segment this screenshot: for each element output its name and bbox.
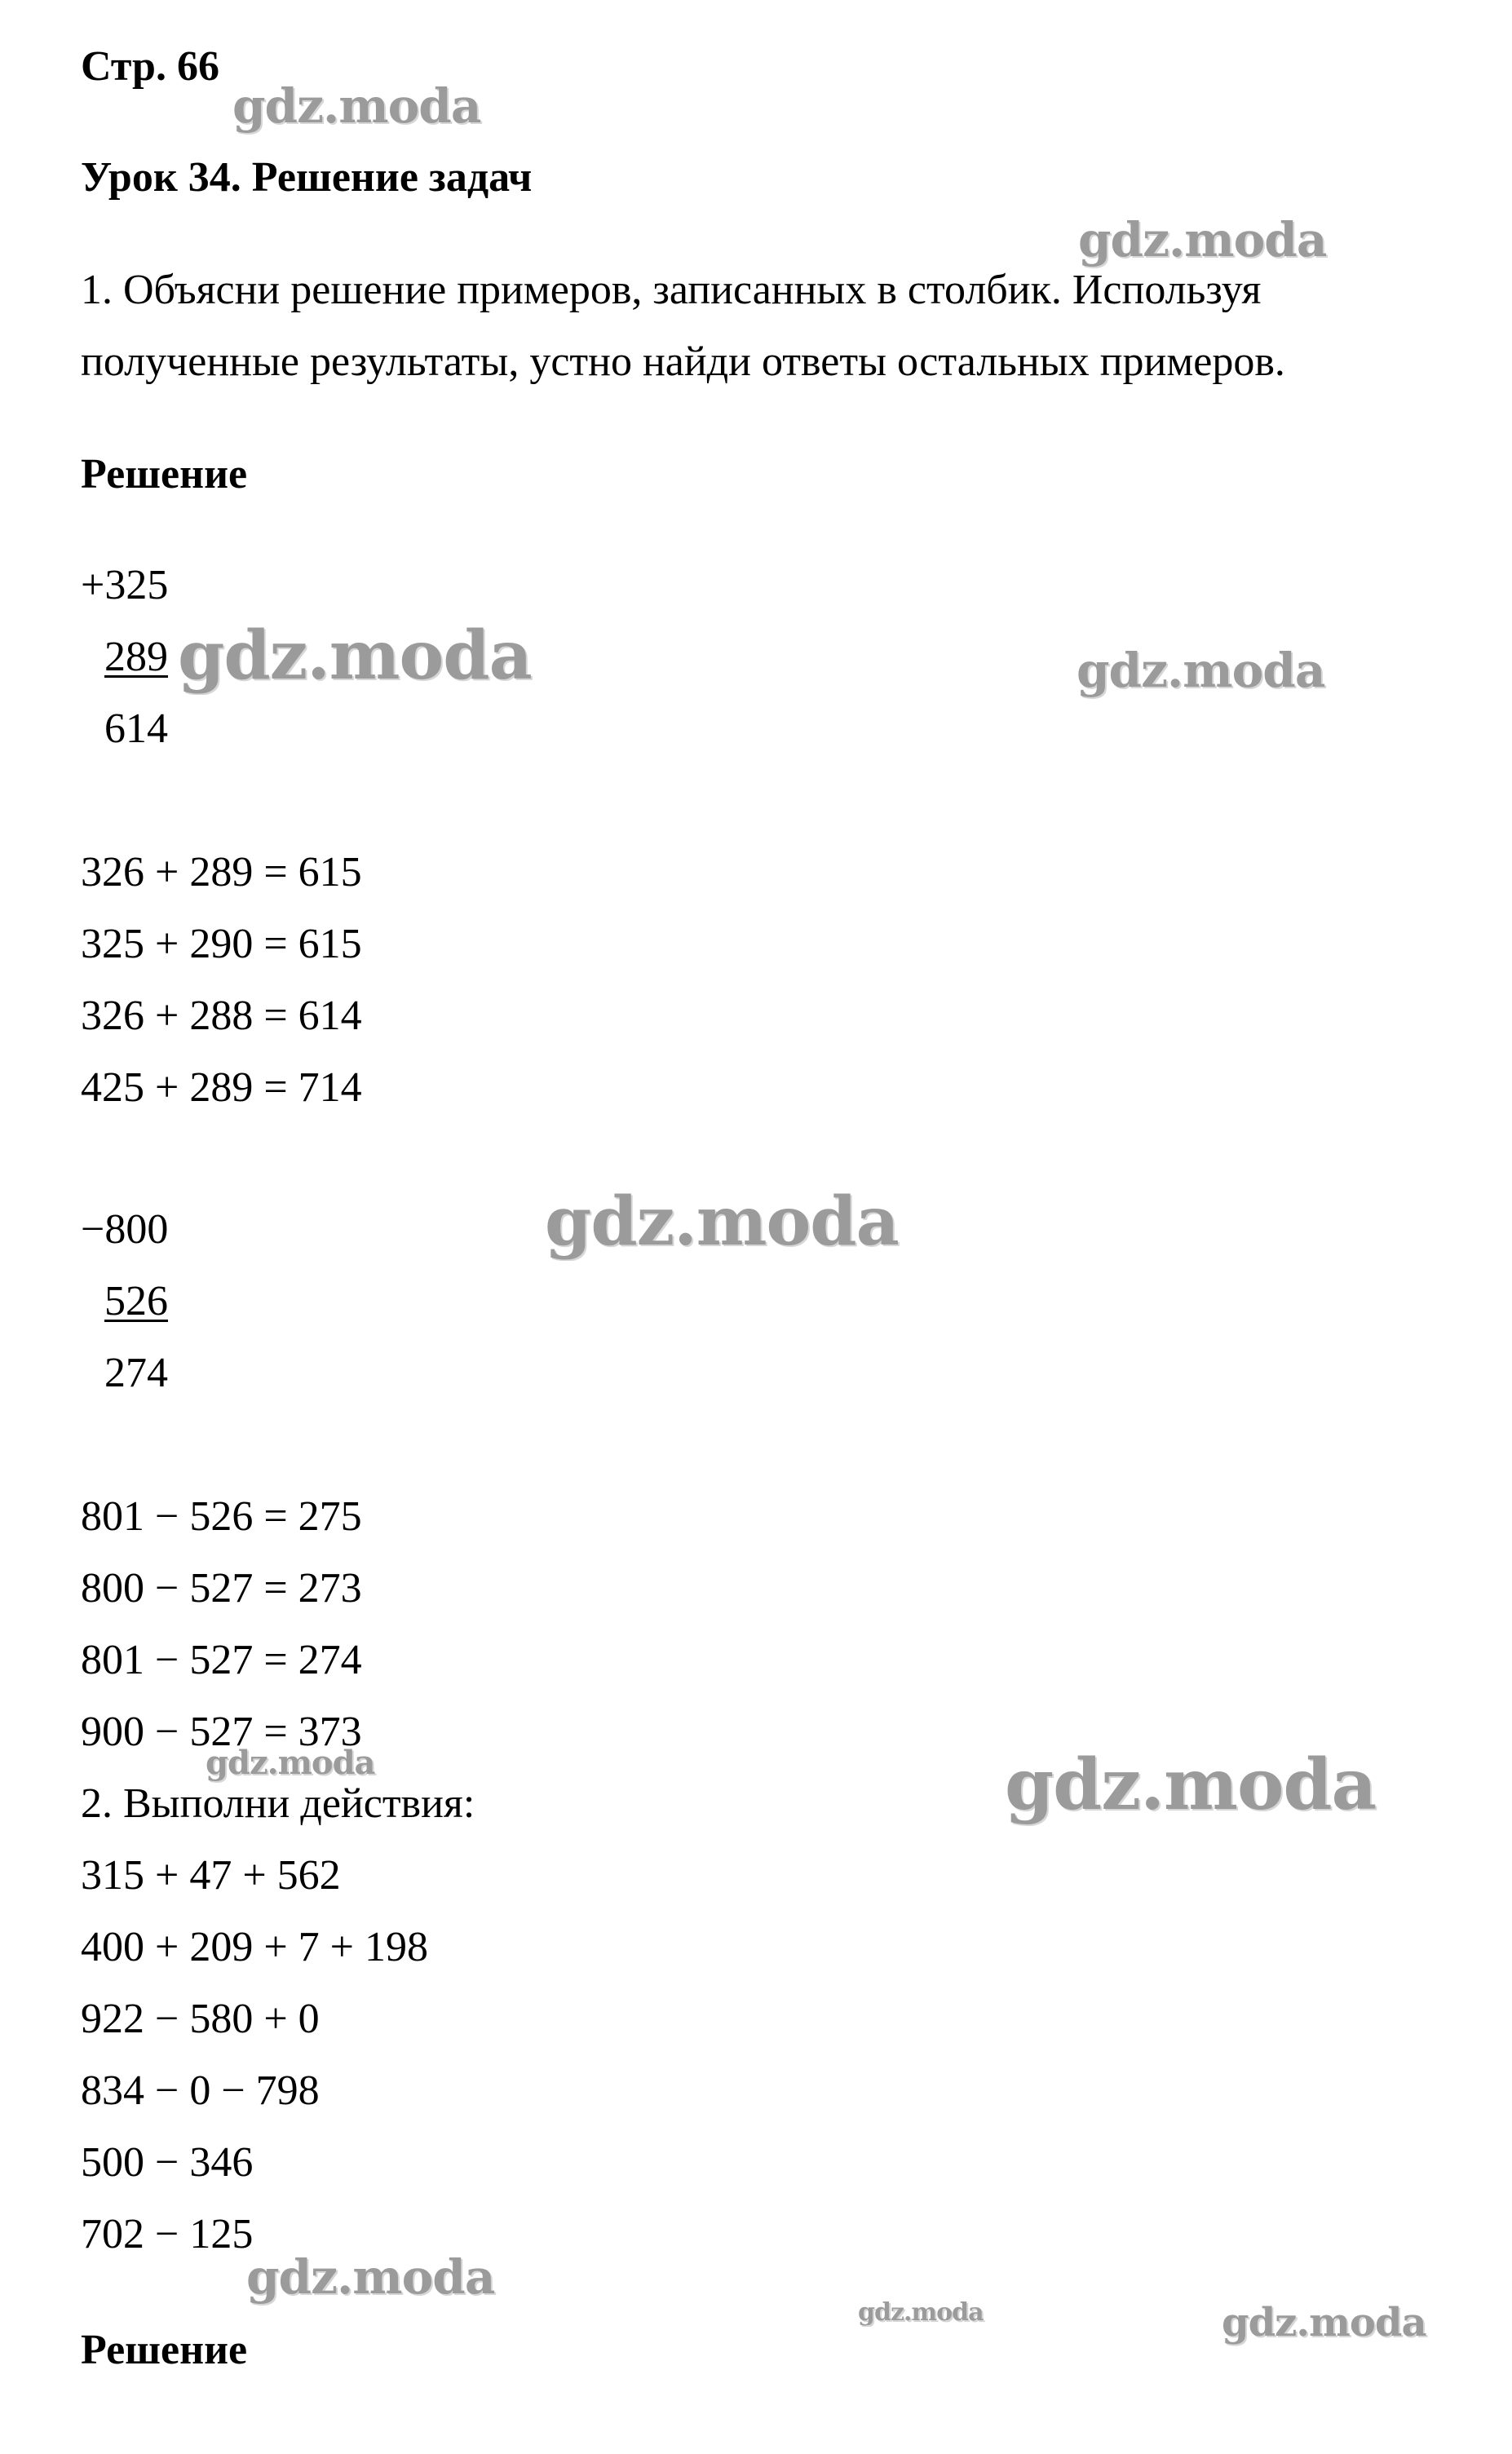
watermark: gdz.moda [1222, 2300, 1426, 2346]
sub-example: 801 − 527 = 274 [81, 1637, 362, 1683]
task2-solution-heading: Решение [81, 2327, 248, 2373]
add-example: 325 + 290 = 615 [81, 921, 362, 967]
column-sub-bottom: 526 [104, 1278, 168, 1324]
task2-expression: 834 − 0 − 798 [81, 2067, 320, 2114]
sub-example: 801 − 526 = 275 [81, 1493, 362, 1540]
task1-text-line1: 1. Объясни решение примеров, записанных в столбик. Используя [81, 267, 1262, 313]
watermark: gdz.moda [178, 617, 532, 695]
task1-solution-heading: Решение [81, 451, 248, 497]
lesson-title: Урок 34. Решение задач [81, 154, 533, 201]
task2-expression: 400 + 209 + 7 + 198 [81, 1924, 428, 1970]
task2-expression: 702 − 125 [81, 2211, 254, 2257]
sub-example: 900 − 527 = 373 [81, 1709, 362, 1755]
sub-example: 800 − 527 = 273 [81, 1565, 362, 1612]
column-add-bottom: 289 [104, 634, 168, 680]
column-add-result: 614 [104, 705, 168, 752]
watermark: gdz.moda [858, 2298, 984, 2327]
page-number: Стр. 66 [81, 43, 219, 90]
watermark: gdz.moda [545, 1183, 899, 1261]
watermark: gdz.moda [232, 78, 481, 134]
column-add-top: +325 [81, 562, 169, 608]
add-example: 326 + 288 = 614 [81, 993, 362, 1039]
watermark: gdz.moda [1078, 212, 1327, 268]
watermark: gdz.moda [1005, 1744, 1377, 1826]
add-example: 425 + 289 = 714 [81, 1064, 362, 1111]
column-sub-result: 274 [104, 1350, 168, 1396]
watermark: gdz.moda [1077, 643, 1325, 698]
watermark: gdz.moda [206, 1744, 375, 1782]
watermark: gdz.moda [246, 2249, 495, 2305]
task1-text-line2: полученные результаты, устно найди ответы остальных примеров. [81, 338, 1285, 385]
task2-expression: 315 + 47 + 562 [81, 1852, 341, 1899]
column-sub-top: −800 [81, 1206, 169, 1253]
task2-expression: 500 − 346 [81, 2139, 254, 2186]
add-example: 326 + 289 = 615 [81, 849, 362, 895]
task2-title: 2. Выполни действия: [81, 1780, 475, 1827]
task2-expression: 922 − 580 + 0 [81, 1996, 320, 2042]
